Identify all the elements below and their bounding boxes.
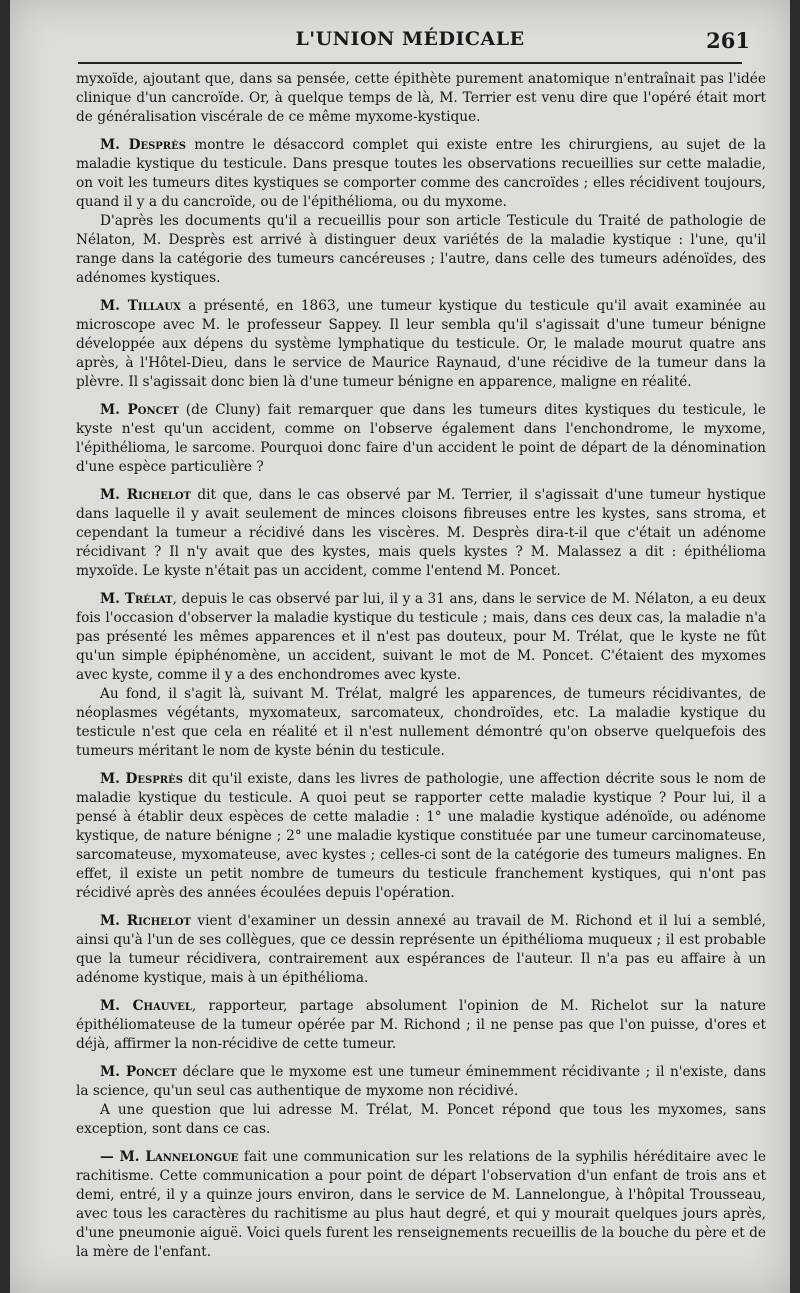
journal-page <box>10 0 790 1293</box>
paragraph: myxoïde, ajoutant que, dans sa pensée, cette épithète purement anatomique n'entraînait pas l'idée clinique d'un cancroïde. Or, à quelque temps de là, M. Terrier est venu dire que l'opéré était mort de généralisation viscérale de ce même myxome-kystique. <box>76 71 766 125</box>
running-header <box>70 28 750 60</box>
speaker-name: M. Trélat <box>100 591 173 607</box>
speaker-name: M. Desprès <box>100 137 186 153</box>
speaker-name: — M. Lannelongue <box>100 1149 239 1165</box>
speaker-name: M. Richelot <box>100 487 192 503</box>
page-number: 261 <box>706 28 750 53</box>
paragraph: M. Desprès montre le désaccord complet qui existe entre les chirurgiens, au sujet de la maladie kystique du testicule. Dans presque toutes les observations recueillies sur cette maladie, on voit les tumeurs dites kystiques se comporter comme des cancroïdes ; elles récidivent toujours, quand il y a du cancroïde, ou de l'épithélioma, ou du myxome. <box>76 137 766 210</box>
paragraph: M. Poncet déclare que le myxome est une tumeur éminemment récidivante ; il n'existe, dans la science, qu'un seul cas authentique de myxome non récidivé. <box>76 1064 766 1099</box>
paragraph: Au fond, il s'agit là, suivant M. Trélat, malgré les apparences, de tumeurs récidivantes, de néoplasmes végétants, myxomateux, sarcomateux, chondroïdes, etc. La maladie kystique du testicule n'est que cela en réalité et il n'est nullement démontré qu'on observe quelquefois des tumeurs méritant le nom de kyste bénin du testicule. <box>76 686 766 759</box>
paragraph: M. Chauvel, rapporteur, partage absolument l'opinion de M. Richelot sur la nature épithéliomateuse de la tumeur opérée par M. Richond ; il ne pense pas que l'on puisse, d'ores et déjà, affirmer la non-récidive de cette tumeur. <box>76 998 766 1052</box>
paragraph: M. Desprès dit qu'il existe, dans les livres de pathologie, une affection décrite sous le nom de maladie kystique du testicule. A quoi peut se rapporter cette maladie kystique ? Pour lui, il a pensé à établir deux espèces de cette maladie : 1° une maladie kystique adénoïde, ou adénome kystique, de nature bénigne ; 2° une maladie kystique constituée par une tumeur carcinomateuse, sarcomateuse, myxomateuse, avec kystes ; celles-ci sont de la catégorie des tumeurs malignes. En effet, il existe un petit nombre de tumeurs du testicule franchement kystiques, qui n'ont pas récidivé après des années écoulées depuis l'opération. <box>76 771 767 901</box>
paragraph: M. Trélat, depuis le cas observé par lui, il y a 31 ans, dans le service de M. Nélaton, a eu deux fois l'occasion d'observer la maladie kystique du testicule ; mais, dans ces deux cas, la maladie n'a pas présenté les mêmes apparences et il n'est pas douteux, pour M. Trélat, que le kyste ne fût qu'un simple épiphénomène, un accident, suivant le mot de M. Poncet. C'étaient des myxomes avec kyste, comme il y a des enchondromes avec kyste. <box>76 591 767 683</box>
article-body <box>76 70 766 1262</box>
paragraph: M. Richelot dit que, dans le cas observé par M. Terrier, il s'agissait d'une tumeur hystique dans laquelle il y avait seulement de minces cloisons fibreuses entre les kystes, sans stroma, et cependant la tumeur a récidivé dans les viscères. M. Desprès dira-t-il que c'était un adénome récidivant ? Il n'y avait que des kystes, mais quels kystes ? M. Malassez a dit : épithélioma myxoïde. Le kyste n'était pas un accident, comme l'entend M. Poncet. <box>76 487 766 579</box>
speaker-name: M. Poncet <box>100 402 179 418</box>
journal-title: L'UNION MÉDICALE <box>295 28 525 50</box>
paragraph: D'après les documents qu'il a recueillis pour son article Testicule du Traité de pathologie de Nélaton, M. Desprès est arrivé à distinguer deux variétés de la maladie kystique : l'une, qu'il range dans la catégorie des tumeurs cancéreuses ; l'autre, dans celle des tumeurs adénoïdes, des adénomes kystiques. <box>76 213 766 286</box>
paragraph: — M. Lannelongue fait une communication sur les relations de la syphilis héréditaire avec le rachitisme. Cette communication a pour point de départ l'observation d'un enfant de trois ans et demi, entré, il y a quinze jours environ, dans le service de M. Lannelongue, à l'hôpital Trousseau, avec tous les caractères du rachitisme au plus haut degré, et qui y mourait quelques jours après, d'une pneumonie aiguë. Voici quels furent les renseignements recueillis de la bouche du père et de la mère de l'enfant. <box>76 1149 766 1260</box>
speaker-name: M. Poncet <box>100 1064 177 1080</box>
speaker-name: M. Chauvel <box>100 998 192 1014</box>
speaker-name: M. Richelot <box>100 913 191 929</box>
speaker-name: M. Tillaux <box>100 298 181 314</box>
paragraph: M. Poncet (de Cluny) fait remarquer que dans les tumeurs dites kystiques du testicule, le kyste n'est qu'un accident, comme on l'observe également dans l'enchondrome, le myxome, l'épithélioma, le sarcome. Pourquoi donc faire d'un accident le point de départ de la dénomination d'une espèce particulière ? <box>76 402 766 475</box>
header-rule <box>78 62 742 64</box>
speaker-name: M. Desprès <box>100 771 183 787</box>
paragraph: A une question que lui adresse M. Trélat, M. Poncet répond que tous les myxomes, sans exception, sont dans ce cas. <box>76 1102 766 1137</box>
paragraph: M. Richelot vient d'examiner un dessin annexé au travail de M. Richond et il lui a semblé, ainsi qu'à l'un de ses collègues, que ce dessin représente un épithélioma muqueux ; il est probable que la tumeur récidivera, contrairement aux espérances de l'auteur. Il n'a pas eu affaire à un adénome kystique, mais à un épithélioma. <box>76 913 767 986</box>
paragraph: M. Tillaux a présenté, en 1863, une tumeur kystique du testicule qu'il avait examinée au microscope avec M. le professeur Sappey. Il leur sembla qu'il s'agissait d'une tumeur bénigne développée aux dépens du système lymphatique du testicule. Or, le malade mourut quatre ans après, à l'Hôtel-Dieu, dans le service de Maurice Raynaud, d'une récidive de la tumeur dans la plèvre. Il s'agissait donc bien là d'une tumeur bénigne en apparence, maligne en réalité. <box>76 298 766 390</box>
